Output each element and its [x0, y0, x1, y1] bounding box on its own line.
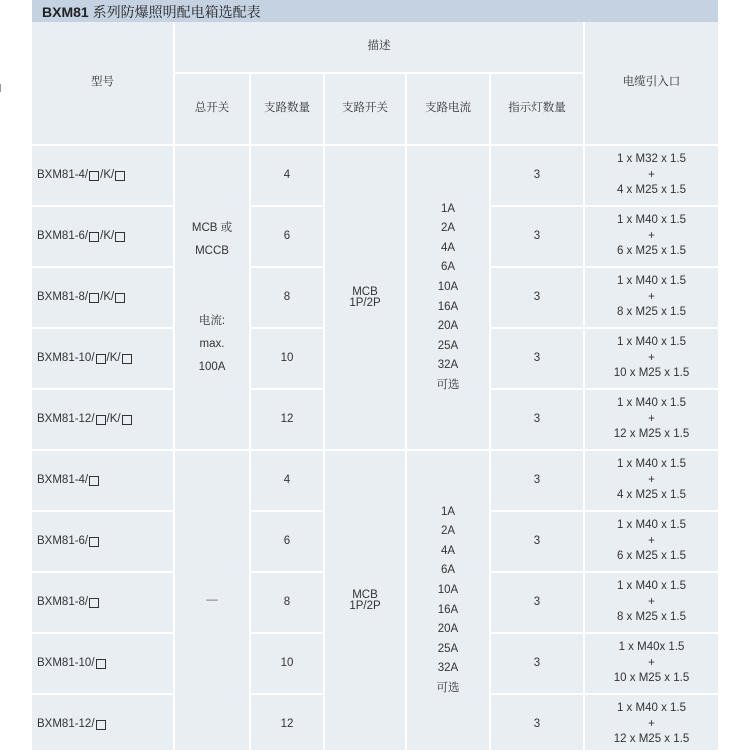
cable-entry-line: 12 x M25 x 1.5 [613, 428, 690, 441]
cable-entry-line: + [648, 473, 655, 486]
model-prefix: BXM81-10/ [37, 351, 95, 364]
group2-branch-current-value: 20A [437, 623, 459, 636]
group1-branch-current-value: 16A [437, 300, 459, 313]
title-bar [32, 0, 718, 22]
header-model [32, 22, 173, 144]
indicator-count-cell [491, 329, 583, 388]
placeholder-box-icon [96, 415, 106, 425]
cable-entry-stack [614, 640, 689, 687]
cable-entry-line: + [648, 290, 655, 303]
cable-entry-line: 1 x M40 x 1.5 [616, 275, 687, 288]
branch-count-value: 6 [283, 229, 291, 242]
header-branch-switch-label: 支路开关 [342, 102, 388, 115]
header-branch-count-label: 支路数量 [264, 102, 310, 115]
group2-branch-current-value: 16A [437, 603, 459, 616]
group2-branch-current-value: 1A [440, 505, 456, 518]
model-prefix: BXM81-6/ [37, 229, 89, 242]
branch-count-value: 8 [283, 290, 291, 303]
page-edge-mark [0, 84, 4, 92]
indicator-count-cell [491, 390, 583, 449]
model-cell [32, 329, 178, 388]
indicator-count-value: 3 [533, 290, 541, 303]
cable-entry-line: 10 x M25 x 1.5 [613, 672, 690, 685]
cable-entry-line: 1 x M40x 1.5 [618, 641, 685, 654]
header-description-label: 描述 [367, 40, 391, 53]
group2-branch-switch [325, 451, 405, 750]
cable-entry-line: 1 x M40 x 1.5 [616, 214, 687, 227]
header-indicator-count-label: 指示灯数量 [508, 102, 566, 115]
group1-branch-switch [325, 146, 405, 449]
model-cell [32, 634, 178, 693]
cable-entry-stack [614, 396, 689, 443]
placeholder-box-icon [89, 232, 99, 242]
model-suffix: /K/ [100, 290, 115, 303]
branch-count-cell [251, 695, 323, 754]
group2-main-switch-value: — [206, 593, 218, 606]
header-model-label: 型号 [91, 76, 114, 89]
indicator-count-value: 3 [533, 534, 541, 547]
group2-branch-current-value: 25A [437, 642, 459, 655]
cable-entry-line: 4 x M25 x 1.5 [616, 184, 687, 197]
group1-branch-switch-line: 1P/2P [349, 296, 381, 309]
group1-branch-current-value: 32A [437, 359, 459, 372]
placeholder-box-icon [122, 415, 132, 425]
cable-entry-line: 1 x M40 x 1.5 [616, 519, 687, 532]
branch-count-value: 12 [280, 412, 294, 425]
title-series-code: BXM81 [42, 4, 89, 20]
branch-count-cell [251, 451, 323, 510]
group1-main-switch-line: 电流: [198, 314, 226, 327]
group2-main-switch [175, 451, 249, 750]
branch-count-cell [251, 512, 323, 571]
branch-count-value: 10 [280, 656, 294, 669]
cable-entry-stack [614, 335, 689, 382]
model-suffix: /K/ [106, 351, 121, 364]
branch-count-value: 6 [283, 534, 291, 547]
indicator-count-value: 3 [533, 229, 541, 242]
header-main-switch-label: 总开关 [194, 102, 230, 115]
placeholder-box-icon [89, 476, 99, 486]
cable-entry-stack [617, 213, 686, 260]
indicator-count-value: 3 [533, 656, 541, 669]
group2-branch-current [407, 451, 489, 750]
cable-entry-stack [617, 457, 686, 504]
indicator-count-cell [491, 146, 583, 205]
cable-entry-cell [585, 573, 718, 632]
cable-entry-cell [585, 634, 718, 693]
group1-branch-switch-line: MCB [352, 285, 378, 298]
title-series-name: 系列防爆照明配电箱选配表 [92, 4, 261, 20]
cable-entry-line: 6 x M25 x 1.5 [616, 550, 687, 563]
cable-entry-stack [617, 274, 686, 321]
placeholder-box-icon [89, 537, 99, 547]
placeholder-box-icon [96, 659, 106, 669]
cable-entry-line: + [648, 229, 655, 242]
cable-entry-cell [585, 512, 718, 571]
model-cell [32, 512, 178, 571]
indicator-count-cell [491, 268, 583, 327]
model-cell [32, 390, 178, 449]
indicator-count-value: 3 [533, 595, 541, 608]
indicator-count-cell [491, 573, 583, 632]
cable-entry-line: 8 x M25 x 1.5 [616, 306, 687, 319]
branch-count-cell [251, 634, 323, 693]
header-branch-current-label: 支路电流 [425, 102, 471, 115]
group1-branch-current-value: 10A [437, 280, 459, 293]
cable-entry-cell [585, 268, 718, 327]
placeholder-box-icon [96, 720, 106, 730]
group1-branch-current [407, 146, 489, 449]
model-prefix: BXM81-12/ [37, 717, 95, 730]
indicator-count-value: 3 [533, 412, 541, 425]
group1-branch-current-value: 2A [440, 222, 456, 235]
model-cell [32, 268, 178, 327]
model-prefix: BXM81-10/ [37, 656, 95, 669]
header-cable-entry-label: 电缆引入口 [622, 76, 681, 89]
branch-count-cell [251, 268, 323, 327]
indicator-count-value: 3 [533, 351, 541, 364]
placeholder-box-icon [96, 354, 106, 364]
placeholder-box-icon [115, 171, 125, 181]
group1-main-switch-line: max. [199, 337, 225, 350]
branch-count-cell [251, 207, 323, 266]
cable-entry-stack [617, 579, 686, 626]
branch-count-cell [251, 146, 323, 205]
cable-entry-cell [585, 207, 718, 266]
model-prefix: BXM81-4/ [37, 473, 89, 486]
cable-entry-line: 1 x M40 x 1.5 [616, 397, 687, 410]
branch-count-value: 4 [283, 473, 291, 486]
cable-entry-cell [585, 146, 718, 205]
indicator-count-cell [491, 512, 583, 571]
group2-branch-current-value: 10A [437, 583, 459, 596]
cable-entry-line: + [648, 717, 655, 730]
group2-branch-current-value: 2A [440, 525, 456, 538]
page-title [42, 2, 261, 22]
header-description [175, 22, 583, 72]
cable-entry-line: + [648, 656, 655, 669]
cable-entry-line: 1 x M40 x 1.5 [616, 702, 687, 715]
branch-count-cell [251, 390, 323, 449]
cable-entry-line: 1 x M40 x 1.5 [616, 458, 687, 471]
cable-entry-line: 8 x M25 x 1.5 [616, 611, 687, 624]
cable-entry-line: + [648, 534, 655, 547]
group2-branch-switch-line: 1P/2P [349, 599, 381, 612]
indicator-count-cell [491, 451, 583, 510]
group2-branch-switch-line: MCB [352, 588, 378, 601]
indicator-count-cell [491, 634, 583, 693]
cable-entry-line: 4 x M25 x 1.5 [616, 489, 687, 502]
placeholder-box-icon [115, 293, 125, 303]
group2-branch-current-value: 可选 [436, 681, 460, 694]
model-cell [32, 695, 178, 754]
group1-branch-current-value: 可选 [436, 378, 460, 391]
model-suffix: /K/ [100, 168, 115, 181]
header-indicator-count [491, 74, 583, 144]
branch-count-value: 4 [283, 168, 291, 181]
group1-branch-current-value: 20A [437, 320, 459, 333]
placeholder-box-icon [89, 171, 99, 181]
cable-entry-cell [585, 451, 718, 510]
cable-entry-stack [614, 701, 689, 748]
group1-branch-current-value: 1A [440, 202, 456, 215]
model-suffix: /K/ [106, 412, 121, 425]
group1-main-switch [175, 146, 249, 449]
model-cell [32, 451, 178, 510]
group1-branch-current-value: 25A [437, 339, 459, 352]
cable-entry-line: + [648, 412, 655, 425]
model-prefix: BXM81-12/ [37, 412, 95, 425]
header-branch-switch [325, 74, 405, 144]
model-cell [32, 207, 178, 266]
cable-entry-line: + [648, 351, 655, 364]
branch-count-cell [251, 573, 323, 632]
header-cable-entry [585, 22, 718, 144]
model-prefix: BXM81-4/ [37, 168, 89, 181]
group1-main-switch-line: MCCB [195, 244, 229, 257]
header-branch-current [407, 74, 489, 144]
branch-count-value: 10 [280, 351, 294, 364]
branch-count-value: 12 [280, 717, 294, 730]
group1-branch-current-value: 6A [440, 261, 456, 274]
indicator-count-value: 3 [533, 168, 541, 181]
cable-entry-cell [585, 695, 718, 754]
model-prefix: BXM81-8/ [37, 290, 89, 303]
placeholder-box-icon [89, 598, 99, 608]
group1-branch-current-value: 4A [440, 241, 456, 254]
header-main-switch [175, 74, 249, 144]
branch-count-value: 8 [283, 595, 291, 608]
cable-entry-line: 1 x M40 x 1.5 [616, 336, 687, 349]
model-cell [32, 146, 178, 205]
indicator-count-cell [491, 695, 583, 754]
placeholder-box-icon [122, 354, 132, 364]
group2-branch-current-value: 4A [440, 544, 456, 557]
cable-entry-line: 12 x M25 x 1.5 [613, 733, 690, 746]
group1-main-switch-line: MCB 或 [191, 221, 233, 234]
cable-entry-cell [585, 390, 718, 449]
branch-count-cell [251, 329, 323, 388]
model-prefix: BXM81-8/ [37, 595, 89, 608]
group2-branch-current-value: 32A [437, 662, 459, 675]
cable-entry-line: 10 x M25 x 1.5 [613, 367, 690, 380]
cable-entry-line: + [648, 595, 655, 608]
model-suffix: /K/ [100, 229, 115, 242]
cable-entry-line: 1 x M40 x 1.5 [616, 580, 687, 593]
cable-entry-line: 6 x M25 x 1.5 [616, 245, 687, 258]
cable-entry-stack [617, 518, 686, 565]
indicator-count-cell [491, 207, 583, 266]
cable-entry-line: 1 x M32 x 1.5 [616, 153, 687, 166]
cable-entry-cell [585, 329, 718, 388]
placeholder-box-icon [89, 293, 99, 303]
header-branch-count [251, 74, 323, 144]
indicator-count-value: 3 [533, 717, 541, 730]
group2-branch-current-value: 6A [440, 564, 456, 577]
model-cell [32, 573, 178, 632]
cable-entry-stack [617, 152, 686, 199]
placeholder-box-icon [115, 232, 125, 242]
indicator-count-value: 3 [533, 473, 541, 486]
cable-entry-line: + [648, 168, 655, 181]
group1-main-switch-line: 100A [198, 360, 226, 373]
model-prefix: BXM81-6/ [37, 534, 89, 547]
